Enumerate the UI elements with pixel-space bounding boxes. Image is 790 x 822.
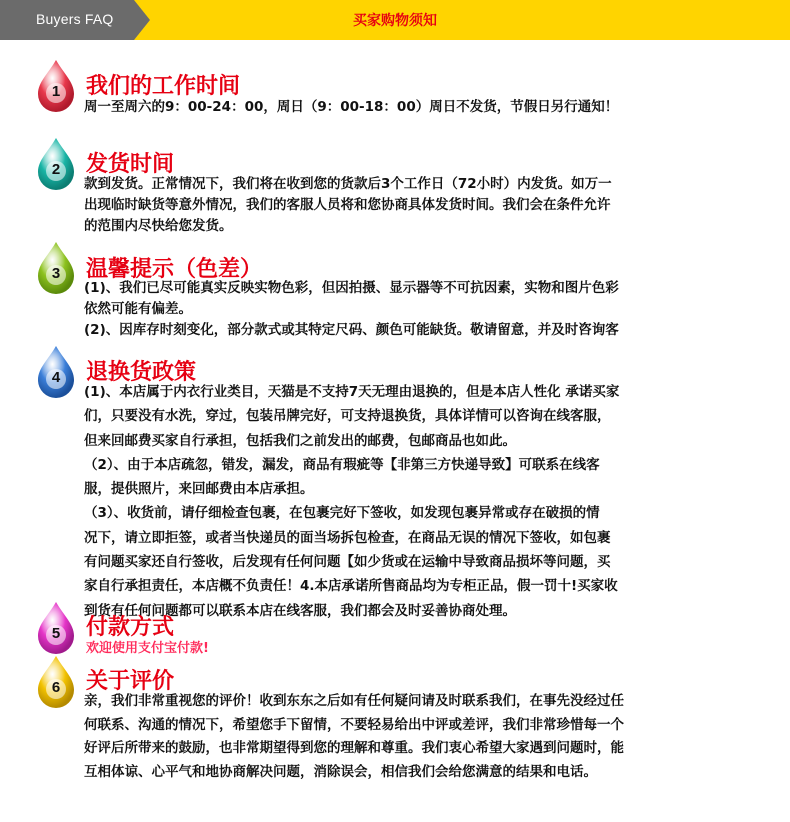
body-line: 何联系、沟通的情况下，希望您手下留情，不要轻易给出中评或差评，我们非常珍惜每一个 — [84, 716, 624, 733]
section-number: 4 — [51, 369, 61, 386]
section-title: 退换货政策 — [86, 360, 197, 385]
body-line: 况下，请立即拒签，或者当快递员的面当场拆包检查，在商品无误的情况下签收，如包裹 — [84, 529, 611, 546]
drop-badge-5 — [34, 600, 78, 656]
body-line: 的范围内尽快给您发货。 — [84, 218, 233, 234]
section-body — [84, 174, 724, 237]
section-body — [84, 690, 724, 784]
section-title: 我们的工作时间 — [86, 74, 241, 99]
drop-badge-1 — [34, 58, 78, 114]
section-body — [84, 95, 724, 120]
page-title: 买家购物须知 — [353, 13, 437, 29]
drop-badge-3 — [34, 240, 78, 296]
section-number: 2 — [51, 161, 61, 178]
section-title: 发货时间 — [86, 152, 175, 177]
section-number: 3 — [51, 265, 61, 282]
body-line: 服，提供照片，来回邮费由本店承担。 — [84, 481, 314, 498]
body-line: (2)、因库存时刻变化，部分款式或其特定尺码、颜色可能缺货。敬请留意，并及时咨询客 — [84, 322, 619, 338]
section-body — [84, 278, 724, 341]
body-line: 依然可能有偏差。 — [84, 301, 192, 317]
body-line: 到货有任何问题都可以联系本店在线客服，我们都会及时妥善协商处理。 — [84, 602, 516, 619]
section-number: 6 — [51, 679, 61, 696]
drop-badge-2 — [34, 136, 78, 192]
drop-badge-4 — [34, 344, 78, 400]
drop-badge-6 — [34, 654, 78, 710]
body-line: 出现临时缺货等意外情况，我们的客服人员将和您协商具体发货时间。我们会在条件允许 — [84, 197, 611, 213]
body-line: 周一至周六的9：00-24：00，周日（9：00-18：00）周日不发货，节假日另行通知！ — [84, 99, 619, 115]
section-number: 1 — [51, 83, 61, 100]
body-line: 欢迎使用支付宝付款! — [86, 641, 209, 656]
body-line: 有问题买家还自行签收，后发现有任何问题【如少货或在运输中导致商品损坏等问题，买 — [84, 554, 611, 571]
body-line: 们，只要没有水洗，穿过，包装吊牌完好，可支持退换货，具体详情可以咨询在线客服， — [84, 408, 611, 425]
body-line: 互相体谅、心平气和地协商解决问题，消除误会，相信我们会给您满意的结果和电话。 — [84, 763, 597, 780]
body-line: 亲，我们非常重视您的评价！收到东东之后如有任何疑问请及时联系我们，在事先没经过任 — [84, 693, 624, 709]
section-title: 关于评价 — [86, 669, 175, 694]
section-body — [86, 636, 726, 661]
header-bar — [0, 0, 790, 40]
body-line: (1)、我们已尽可能真实反映实物色彩，但因拍摄、显示器等不可抗因素，实物和图片色彩 — [84, 280, 619, 296]
section-title: 温馨提示（色差） — [86, 257, 263, 282]
body-line: 好评后所带来的鼓励，也非常期望得到您的理解和尊重。我们衷心希望大家遇到问题时，能 — [84, 740, 624, 756]
section-body — [84, 380, 724, 623]
header-tab-label: Buyers FAQ — [36, 11, 114, 27]
body-line: （3）、收货前，请仔细检查包裹，在包裹完好下签收，如发现包裹异常或存在破损的情 — [84, 505, 600, 522]
body-line: （2）、由于本店疏忽，错发，漏发，商品有瑕疵等【非第三方快递导致】可联系在线客 — [84, 456, 600, 473]
body-line: (1)、本店属于内衣行业类目，天猫是不支持7天无理由退换的，但是本店人性化 承诺买家 — [84, 384, 620, 400]
body-line: 款到发货。正常情况下，我们将在收到您的货款后3个工作日（72小时）内发货。如万一 — [84, 176, 612, 192]
body-line: 但来回邮费买家自行承担，包括我们之前发出的邮费，包邮商品也如此。 — [84, 432, 516, 449]
section-number: 5 — [51, 625, 61, 642]
section-title: 付款方式 — [86, 615, 175, 640]
body-line: 家自行承担责任，本店概不负责任！4.本店承诺所售商品均为专柜正品，假一罚十!买家收 — [84, 578, 618, 595]
